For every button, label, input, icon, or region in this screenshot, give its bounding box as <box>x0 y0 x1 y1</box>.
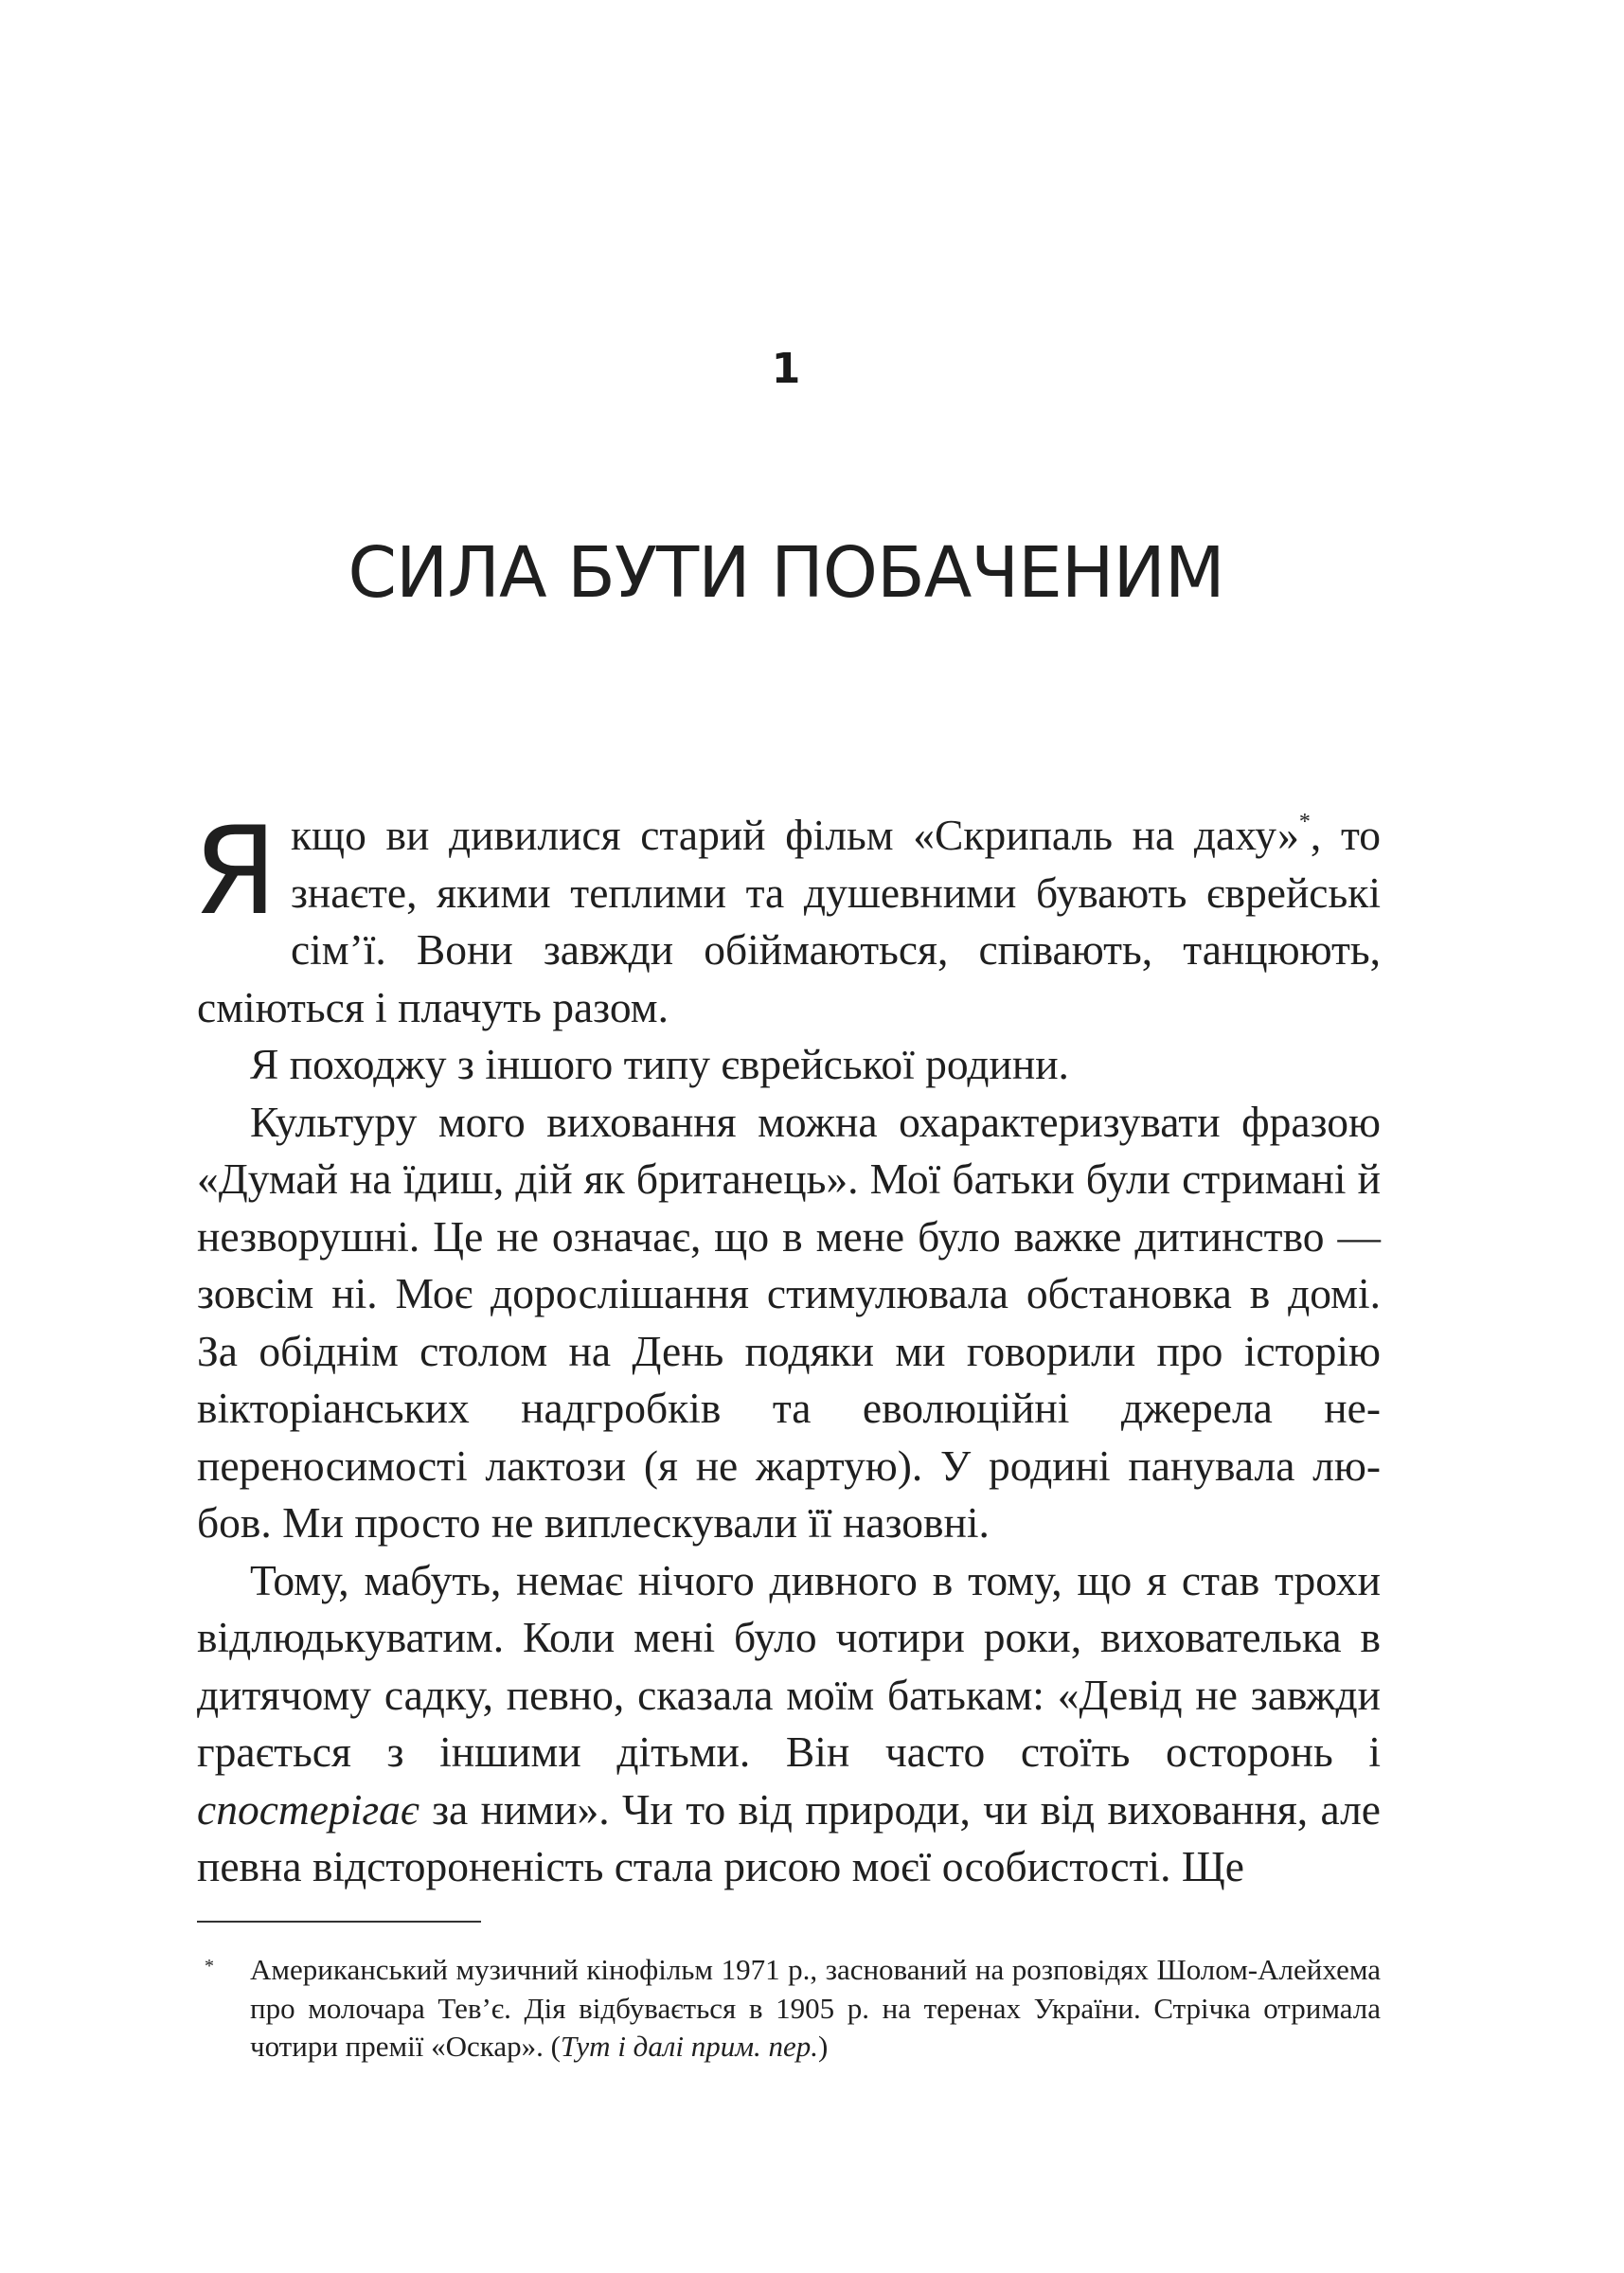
paragraph-1-rest: , то знаєте, якими теплими та душевними бувають єврейські сім’ї. Вони завжди обіймаються, співають, танцюють, сміються і плачуть разом. <box>197 811 1381 1031</box>
body-text <box>193 801 1381 1896</box>
footnote-text-a: Американський музичний кінофільм 1971 р., заснований на розповідях Шолом-Алейхема про молочара Тев’є. Дія відбувається в 1905 р. на теренах України. Стрічка отримала чотири премії «Оскар». ( <box>250 1953 1381 2063</box>
footnote-text-b: ) <box>818 2030 829 2063</box>
footnote-marker: * <box>205 1956 214 1977</box>
paragraph-3: Культуру мого виховання можна охарактеризувати фразою «Думай на їдиш, дій як британець». Мої батьки були стримані й незворушні. Це не означає, що в мене було важке дитинство — зовсім ні. Моє дорослішання стимулювала обстановка в домі. За обіднім столом на День подяки ми говорили про історію вікторіанських надгробків та еволюційні джерела непереносимості лактози (я не жартую). У родині панувала любов. Ми просто не виплескували її назовні. <box>197 1097 1381 1547</box>
paragraph-4-emphasis: спостерігає <box>197 1784 419 1834</box>
chapter-title: СИЛА БУТИ ПОБАЧЕНИМ <box>348 532 1224 614</box>
footnote-reference: * <box>1298 810 1311 834</box>
footnote-emphasis: Тут і далі прим. пер. <box>560 2030 819 2063</box>
paragraph-4-text-b: за ними». Чи то від природи, чи від виховання, але певна відстороненість стала рисою моєї особистості. Ще <box>197 1784 1381 1890</box>
paragraph-4 <box>197 1552 1381 1896</box>
footnote <box>197 1951 1381 2067</box>
paragraph-1 <box>193 801 1381 1036</box>
footnote-divider <box>197 1921 481 1923</box>
chapter-number: 1 <box>771 345 801 393</box>
paragraph-4-text-a: Тому, мабуть, немає нічого дивного в тому, що я став трохи відлюдькуватим. Коли мені було чотири роки, вихователька в дитячому садку, певно, сказала моїм батькам: «Девід не завжди грається з іншими дітьми. Він часто стоїть осторонь і <box>197 1555 1381 1776</box>
footnote-text <box>250 1951 1381 2067</box>
drop-cap: Я <box>193 801 277 942</box>
paragraph-1-text: кщо ви дивилися старий фільм «Скрипаль на даху» <box>290 811 1299 859</box>
paragraph-2: Я походжу з іншого типу єврейської родини. <box>250 1040 1069 1088</box>
